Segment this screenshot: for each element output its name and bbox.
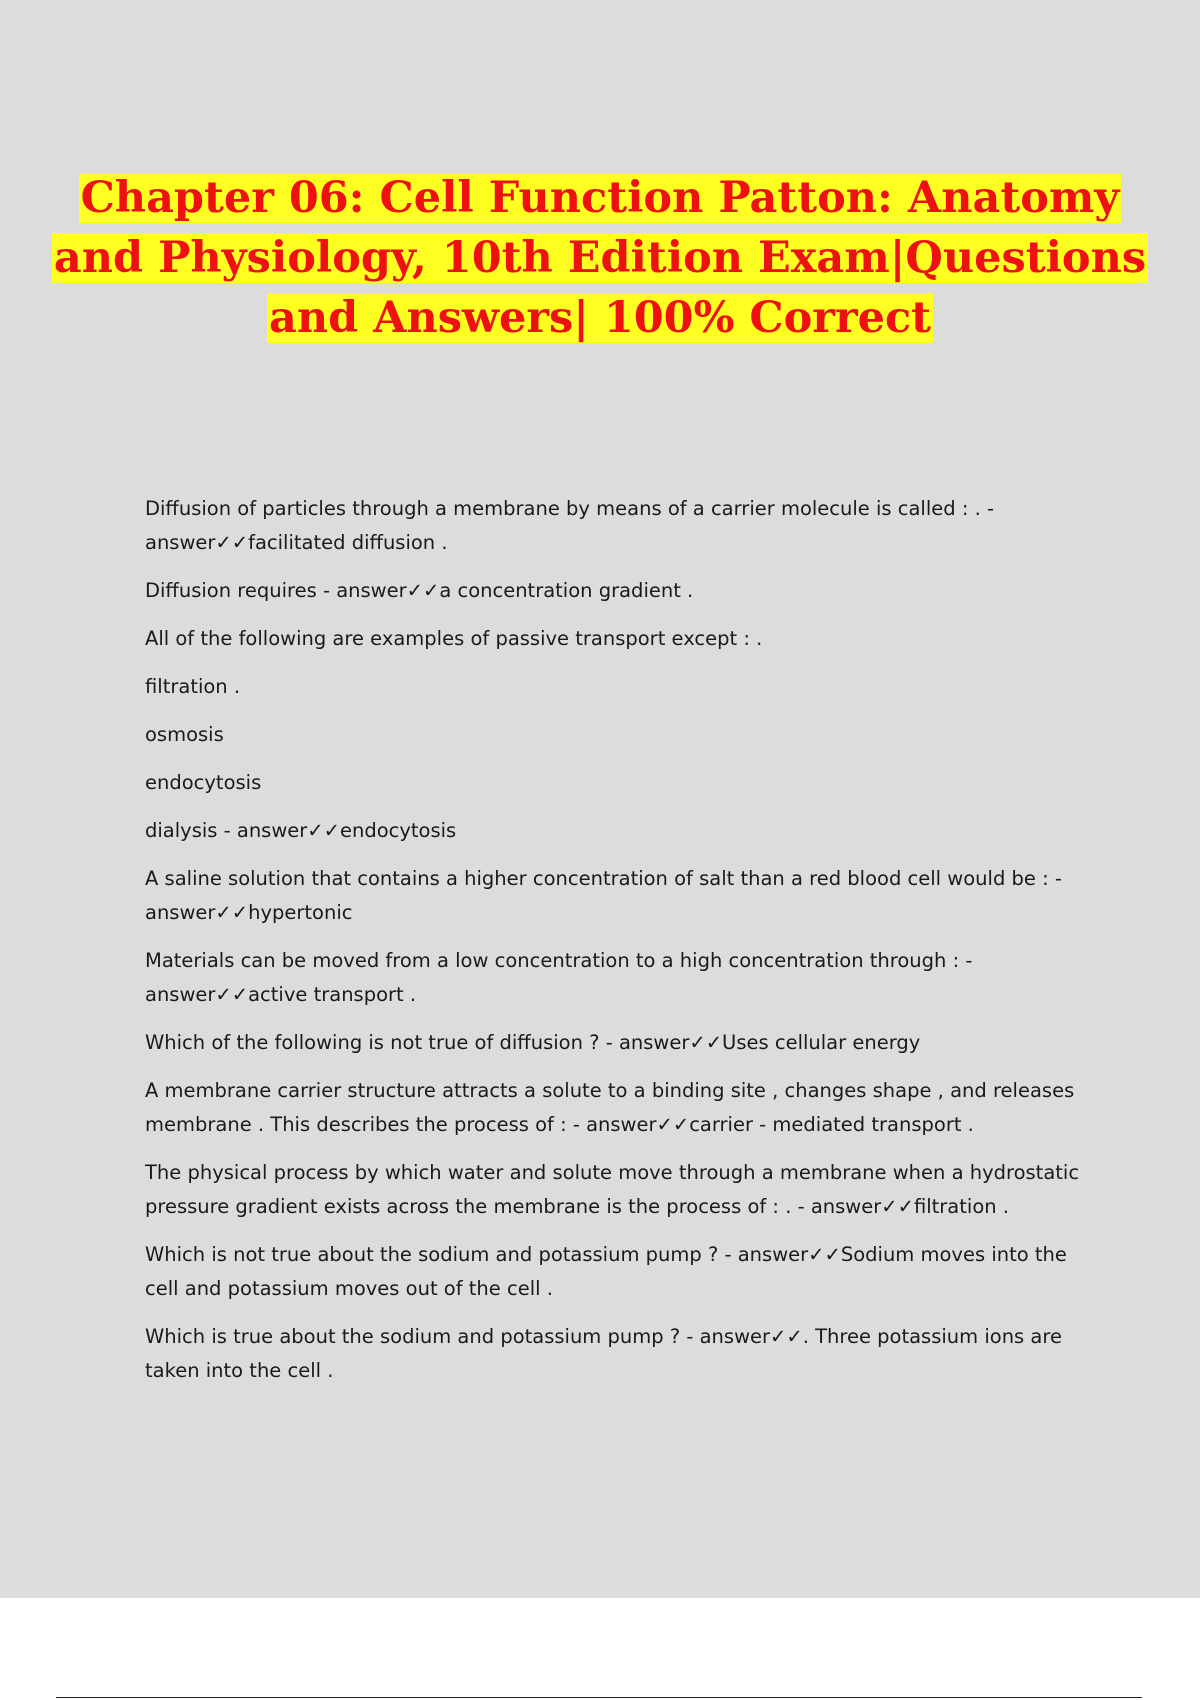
qa-line: The physical process by which water and solute move through a membrane when a hydrostatic <box>145 1161 1080 1184</box>
title-line <box>0 168 1200 228</box>
qa-paragraph <box>145 766 1080 800</box>
qa-paragraph <box>145 492 1080 560</box>
qa-line: filtration . <box>145 675 241 698</box>
qa-paragraph <box>145 1156 1080 1224</box>
footer-divider <box>56 1697 1142 1698</box>
qa-line: Which is not true about the sodium and potassium pump ? - answer✓✓Sodium moves into the <box>145 1243 1067 1266</box>
qa-line: taken into the cell . <box>145 1359 334 1382</box>
qa-line: pressure gradient exists across the membrane is the process of : . - answer✓✓filtration . <box>145 1195 1010 1218</box>
qa-line: Diffusion of particles through a membrane by means of a carrier molecule is called : . - <box>145 497 995 520</box>
qa-paragraph <box>145 1320 1080 1388</box>
qa-line: endocytosis <box>145 771 262 794</box>
qa-line: Which of the following is not true of diffusion ? - answer✓✓Uses cellular energy <box>145 1031 921 1054</box>
qa-line: answer✓✓hypertonic <box>145 901 353 924</box>
qa-line: A saline solution that contains a higher concentration of salt than a red blood cell would be : - <box>145 867 1062 890</box>
title-line <box>0 288 1200 348</box>
question-answer-list <box>145 492 1080 1402</box>
qa-line: A membrane carrier structure attracts a solute to a binding site , changes shape , and releases <box>145 1079 1075 1102</box>
title-line <box>0 228 1200 288</box>
qa-paragraph <box>145 1074 1080 1142</box>
qa-paragraph <box>145 814 1080 848</box>
qa-line: Diffusion requires - answer✓✓a concentration gradient . <box>145 579 694 602</box>
qa-paragraph <box>145 862 1080 930</box>
title-line-text: and Physiology, 10th Edition Exam|Questions <box>53 233 1147 283</box>
document-title <box>0 168 1200 348</box>
qa-paragraph <box>145 622 1080 656</box>
qa-line: osmosis <box>145 723 224 746</box>
qa-line: cell and potassium moves out of the cell . <box>145 1277 553 1300</box>
qa-paragraph <box>145 1238 1080 1306</box>
qa-line: answer✓✓facilitated diffusion . <box>145 531 448 554</box>
qa-line: membrane . This describes the process of : - answer✓✓carrier - mediated transport . <box>145 1113 974 1136</box>
qa-paragraph <box>145 1026 1080 1060</box>
qa-paragraph <box>145 670 1080 704</box>
qa-line: answer✓✓active transport . <box>145 983 417 1006</box>
title-line-text: Chapter 06: Cell Function Patton: Anatomy <box>80 173 1120 223</box>
qa-line: dialysis - answer✓✓endocytosis <box>145 819 457 842</box>
qa-paragraph <box>145 574 1080 608</box>
title-line-text: and Answers| 100% Correct <box>268 293 932 343</box>
qa-line: Materials can be moved from a low concentration to a high concentration through : - <box>145 949 973 972</box>
qa-paragraph <box>145 944 1080 1012</box>
qa-line: Which is true about the sodium and potassium pump ? - answer✓✓. Three potassium ions are <box>145 1325 1062 1348</box>
qa-paragraph <box>145 718 1080 752</box>
qa-line: All of the following are examples of passive transport except : . <box>145 627 763 650</box>
